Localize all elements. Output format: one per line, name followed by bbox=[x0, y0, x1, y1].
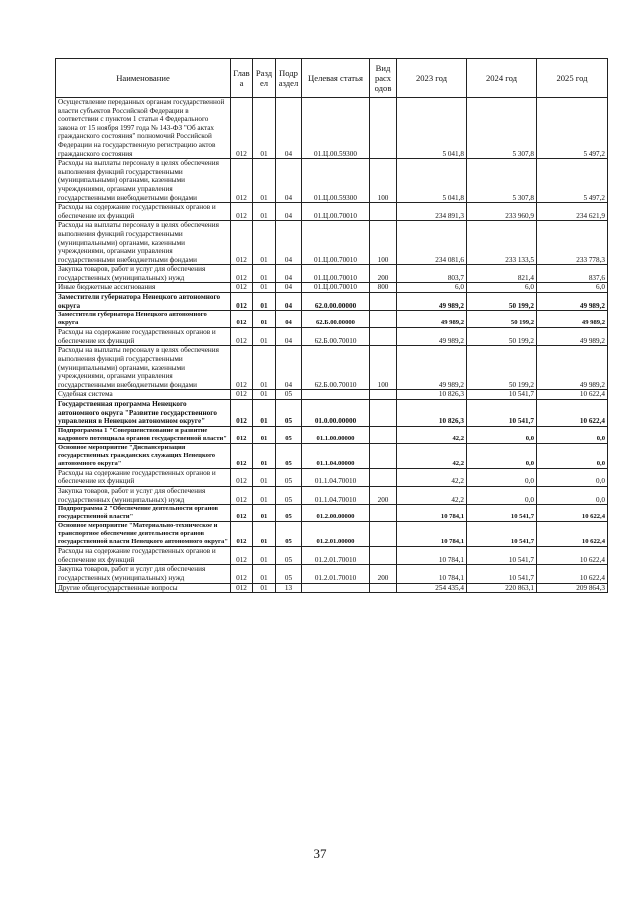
row-2024: 10 541,7 bbox=[467, 522, 537, 547]
row-2024: 50 199,2 bbox=[467, 311, 537, 328]
row-glava: 012 bbox=[231, 400, 253, 427]
row-2023: 42,2 bbox=[397, 443, 467, 468]
row-razdel: 01 bbox=[253, 400, 276, 427]
row-podrazdel: 05 bbox=[276, 400, 302, 427]
row-2024: 6,0 bbox=[467, 283, 537, 293]
row-vid: 100 bbox=[370, 221, 397, 265]
row-glava: 012 bbox=[231, 159, 253, 203]
row-vid bbox=[370, 390, 397, 400]
row-name: Расходы на содержание государственных органов и обеспечение их функций bbox=[56, 328, 231, 346]
row-name: Заместители губернатора Ненецкого автономного округа bbox=[56, 311, 231, 328]
row-podrazdel: 05 bbox=[276, 505, 302, 522]
row-2025: 0,0 bbox=[537, 486, 608, 504]
row-2023: 42,2 bbox=[397, 468, 467, 486]
row-podrazdel: 04 bbox=[276, 265, 302, 283]
row-name: Подпрограмма 1 "Совершенствование и развитие кадрового потенциала органов государственной власти" bbox=[56, 426, 231, 443]
row-statya: 62.Б.00.70010 bbox=[302, 328, 370, 346]
row-name: Расходы на содержание государственных органов и обеспечение их функций bbox=[56, 203, 231, 221]
row-podrazdel: 05 bbox=[276, 443, 302, 468]
table-row bbox=[56, 203, 608, 221]
row-2024: 10 541,7 bbox=[467, 390, 537, 400]
table-row bbox=[56, 311, 608, 328]
row-statya: 01.2.01.70010 bbox=[302, 565, 370, 583]
header-statya: Целевая статья bbox=[302, 59, 370, 98]
row-vid bbox=[370, 468, 397, 486]
row-podrazdel: 05 bbox=[276, 468, 302, 486]
row-glava: 012 bbox=[231, 505, 253, 522]
table-row bbox=[56, 565, 608, 583]
row-glava: 012 bbox=[231, 346, 253, 390]
row-podrazdel: 04 bbox=[276, 328, 302, 346]
table-row bbox=[56, 293, 608, 311]
row-podrazdel: 04 bbox=[276, 311, 302, 328]
row-razdel: 01 bbox=[253, 565, 276, 583]
row-razdel: 01 bbox=[253, 283, 276, 293]
row-2023: 6,0 bbox=[397, 283, 467, 293]
row-2025: 837,6 bbox=[537, 265, 608, 283]
row-2024: 0,0 bbox=[467, 468, 537, 486]
row-2023: 49 989,2 bbox=[397, 328, 467, 346]
header-razdel: Разд ел bbox=[253, 59, 276, 98]
header-2024: 2024 год bbox=[467, 59, 537, 98]
row-razdel: 01 bbox=[253, 468, 276, 486]
table-row bbox=[56, 547, 608, 565]
row-vid: 800 bbox=[370, 283, 397, 293]
row-statya: 01.2.00.00000 bbox=[302, 505, 370, 522]
row-razdel: 01 bbox=[253, 203, 276, 221]
row-statya bbox=[302, 390, 370, 400]
row-razdel: 01 bbox=[253, 505, 276, 522]
header-2023: 2023 год bbox=[397, 59, 467, 98]
row-vid bbox=[370, 98, 397, 159]
row-2025: 209 864,3 bbox=[537, 583, 608, 593]
row-glava: 012 bbox=[231, 565, 253, 583]
row-razdel: 01 bbox=[253, 328, 276, 346]
row-statya: 01.1.04.70010 bbox=[302, 468, 370, 486]
row-name: Другие общегосударственные вопросы bbox=[56, 583, 231, 593]
row-razdel: 01 bbox=[253, 159, 276, 203]
row-statya: 62.Б.00.70010 bbox=[302, 346, 370, 390]
row-vid bbox=[370, 522, 397, 547]
row-2025: 10 622,4 bbox=[537, 390, 608, 400]
row-name: Расходы на выплаты персоналу в целях обеспечения выполнения функций государственными (муниципальными) органами, казенными учреждениями, органами управления государственными внебюджетными фондами bbox=[56, 221, 231, 265]
row-glava: 012 bbox=[231, 203, 253, 221]
row-podrazdel: 04 bbox=[276, 293, 302, 311]
row-vid bbox=[370, 293, 397, 311]
row-vid: 200 bbox=[370, 265, 397, 283]
row-razdel: 01 bbox=[253, 547, 276, 565]
row-2023: 10 826,3 bbox=[397, 400, 467, 427]
table-body bbox=[56, 98, 608, 593]
row-statya: 01.Ц.00.70010 bbox=[302, 221, 370, 265]
row-2025: 233 778,3 bbox=[537, 221, 608, 265]
header-name: Наименование bbox=[56, 59, 231, 98]
row-vid bbox=[370, 443, 397, 468]
row-statya: 62.0.00.00000 bbox=[302, 293, 370, 311]
row-2025: 234 621,9 bbox=[537, 203, 608, 221]
row-2024: 233 960,9 bbox=[467, 203, 537, 221]
row-glava: 012 bbox=[231, 547, 253, 565]
row-2024: 821,4 bbox=[467, 265, 537, 283]
row-vid: 100 bbox=[370, 346, 397, 390]
row-podrazdel: 05 bbox=[276, 547, 302, 565]
table-row bbox=[56, 468, 608, 486]
row-2024: 10 541,7 bbox=[467, 565, 537, 583]
row-2023: 5 041,8 bbox=[397, 159, 467, 203]
row-2023: 49 989,2 bbox=[397, 293, 467, 311]
row-2024: 10 541,7 bbox=[467, 505, 537, 522]
row-2025: 0,0 bbox=[537, 443, 608, 468]
row-vid: 100 bbox=[370, 159, 397, 203]
row-glava: 012 bbox=[231, 328, 253, 346]
row-2025: 10 622,4 bbox=[537, 400, 608, 427]
row-razdel: 01 bbox=[253, 221, 276, 265]
table-row bbox=[56, 426, 608, 443]
row-vid bbox=[370, 203, 397, 221]
row-vid: 200 bbox=[370, 486, 397, 504]
row-podrazdel: 04 bbox=[276, 346, 302, 390]
row-podrazdel: 05 bbox=[276, 390, 302, 400]
row-2024: 50 199,2 bbox=[467, 328, 537, 346]
row-2024: 0,0 bbox=[467, 426, 537, 443]
row-2023: 49 989,2 bbox=[397, 346, 467, 390]
table-row bbox=[56, 159, 608, 203]
row-razdel: 01 bbox=[253, 443, 276, 468]
header-podrazdel: Подр аздел bbox=[276, 59, 302, 98]
row-statya: 01.1.04.70010 bbox=[302, 486, 370, 504]
row-name: Иные бюджетные ассигнования bbox=[56, 283, 231, 293]
row-statya: 01.Ц.00.70010 bbox=[302, 203, 370, 221]
row-2023: 10 826,3 bbox=[397, 390, 467, 400]
table-row bbox=[56, 400, 608, 427]
table-row bbox=[56, 283, 608, 293]
row-2024: 50 199,2 bbox=[467, 346, 537, 390]
row-razdel: 01 bbox=[253, 346, 276, 390]
row-razdel: 01 bbox=[253, 426, 276, 443]
table-row bbox=[56, 522, 608, 547]
row-razdel: 01 bbox=[253, 265, 276, 283]
row-name: Расходы на выплаты персоналу в целях обеспечения выполнения функций государственными (муниципальными) органами, казенными учреждениями, органами управления государственными внебюджетными фондами bbox=[56, 159, 231, 203]
table-header-row bbox=[56, 59, 608, 98]
row-vid bbox=[370, 547, 397, 565]
row-statya: 01.2.01.70010 bbox=[302, 547, 370, 565]
row-2025: 5 497,2 bbox=[537, 98, 608, 159]
row-statya: 01.0.00.00000 bbox=[302, 400, 370, 427]
table-row bbox=[56, 328, 608, 346]
row-2024: 5 307,8 bbox=[467, 98, 537, 159]
row-podrazdel: 04 bbox=[276, 98, 302, 159]
row-glava: 012 bbox=[231, 390, 253, 400]
row-glava: 012 bbox=[231, 522, 253, 547]
row-glava: 012 bbox=[231, 221, 253, 265]
row-vid bbox=[370, 583, 397, 593]
row-2024: 233 133,5 bbox=[467, 221, 537, 265]
row-statya: 62.Б.00.00000 bbox=[302, 311, 370, 328]
row-name: Осуществление переданных органам государственной власти субъектов Российской Федерации в соответствии с пунктом 1 статьи 4 Федерального закона от 15 ноября 1997 года № 143-ФЗ "Об актах гражданского состояния" полномочий Российской Федерации на государственную регистрацию актов гражданского состояния bbox=[56, 98, 231, 159]
row-name: Закупка товаров, работ и услуг для обеспечения государственных (муниципальных) нужд bbox=[56, 565, 231, 583]
table-row bbox=[56, 443, 608, 468]
row-glava: 012 bbox=[231, 426, 253, 443]
row-razdel: 01 bbox=[253, 390, 276, 400]
row-name: Подпрограмма 2 "Обеспечение деятельности органов государственной власти" bbox=[56, 505, 231, 522]
row-2024: 10 541,7 bbox=[467, 547, 537, 565]
row-podrazdel: 05 bbox=[276, 522, 302, 547]
row-glava: 012 bbox=[231, 468, 253, 486]
row-2023: 234 891,3 bbox=[397, 203, 467, 221]
row-2025: 49 989,2 bbox=[537, 328, 608, 346]
row-podrazdel: 04 bbox=[276, 221, 302, 265]
row-statya: 01.1.04.00000 bbox=[302, 443, 370, 468]
row-glava: 012 bbox=[231, 283, 253, 293]
row-name: Основное мероприятие "Диспансеризация государственных гражданских служащих Ненецкого автономного округа" bbox=[56, 443, 231, 468]
row-2025: 49 989,2 bbox=[537, 346, 608, 390]
row-2024: 0,0 bbox=[467, 443, 537, 468]
row-vid bbox=[370, 311, 397, 328]
row-2024: 0,0 bbox=[467, 486, 537, 504]
row-name: Расходы на содержание государственных органов и обеспечение их функций bbox=[56, 547, 231, 565]
row-2023: 42,2 bbox=[397, 426, 467, 443]
table-row bbox=[56, 265, 608, 283]
row-2023: 10 784,1 bbox=[397, 547, 467, 565]
row-glava: 012 bbox=[231, 443, 253, 468]
table-row bbox=[56, 346, 608, 390]
row-glava: 012 bbox=[231, 98, 253, 159]
header-vid: Вид расх одов bbox=[370, 59, 397, 98]
row-2024: 50 199,2 bbox=[467, 293, 537, 311]
row-razdel: 01 bbox=[253, 311, 276, 328]
row-2023: 803,7 bbox=[397, 265, 467, 283]
row-2023: 10 784,1 bbox=[397, 505, 467, 522]
row-glava: 012 bbox=[231, 486, 253, 504]
row-podrazdel: 05 bbox=[276, 486, 302, 504]
row-razdel: 01 bbox=[253, 293, 276, 311]
row-statya: 01.Ц.00.59300 bbox=[302, 159, 370, 203]
row-statya: 01.Ц.00.70010 bbox=[302, 265, 370, 283]
row-podrazdel: 04 bbox=[276, 203, 302, 221]
row-podrazdel: 13 bbox=[276, 583, 302, 593]
table-row bbox=[56, 98, 608, 159]
header-2025: 2025 год bbox=[537, 59, 608, 98]
budget-table bbox=[55, 58, 608, 593]
row-2025: 10 622,4 bbox=[537, 505, 608, 522]
table-row bbox=[56, 583, 608, 593]
row-razdel: 01 bbox=[253, 486, 276, 504]
row-vid bbox=[370, 400, 397, 427]
table-row bbox=[56, 505, 608, 522]
row-name: Расходы на содержание государственных органов и обеспечение их функций bbox=[56, 468, 231, 486]
row-2025: 0,0 bbox=[537, 426, 608, 443]
row-vid bbox=[370, 426, 397, 443]
row-2023: 234 081,6 bbox=[397, 221, 467, 265]
row-2023: 10 784,1 bbox=[397, 522, 467, 547]
table-row bbox=[56, 390, 608, 400]
row-2025: 6,0 bbox=[537, 283, 608, 293]
row-glava: 012 bbox=[231, 265, 253, 283]
row-2023: 10 784,1 bbox=[397, 565, 467, 583]
table-row bbox=[56, 486, 608, 504]
table-row bbox=[56, 221, 608, 265]
row-name: Основное мероприятие "Материально-техническое и транспортное обеспечение деятельности органов государственной власти Ненецкого автономного округа" bbox=[56, 522, 231, 547]
row-name: Закупка товаров, работ и услуг для обеспечения государственных (муниципальных) нужд bbox=[56, 486, 231, 504]
row-2023: 254 435,4 bbox=[397, 583, 467, 593]
row-2025: 0,0 bbox=[537, 468, 608, 486]
row-statya: 01.2.01.00000 bbox=[302, 522, 370, 547]
row-glava: 012 bbox=[231, 583, 253, 593]
row-2024: 10 541,7 bbox=[467, 400, 537, 427]
row-2025: 10 622,4 bbox=[537, 547, 608, 565]
row-podrazdel: 05 bbox=[276, 565, 302, 583]
header-glava: Глав а bbox=[231, 59, 253, 98]
row-statya: 01.Ц.00.59300 bbox=[302, 98, 370, 159]
row-2023: 49 989,2 bbox=[397, 311, 467, 328]
row-name: Заместители губернатора Ненецкого автономного округа bbox=[56, 293, 231, 311]
row-2025: 10 622,4 bbox=[537, 522, 608, 547]
row-vid bbox=[370, 328, 397, 346]
row-2025: 49 989,2 bbox=[537, 293, 608, 311]
row-2025: 49 989,2 bbox=[537, 311, 608, 328]
page-number: 37 bbox=[313, 846, 327, 861]
row-2025: 5 497,2 bbox=[537, 159, 608, 203]
row-vid bbox=[370, 505, 397, 522]
row-2024: 220 863,1 bbox=[467, 583, 537, 593]
row-statya: 01.1.00.00000 bbox=[302, 426, 370, 443]
row-2023: 5 041,8 bbox=[397, 98, 467, 159]
row-glava: 012 bbox=[231, 311, 253, 328]
row-name: Закупка товаров, работ и услуг для обеспечения государственных (муниципальных) нужд bbox=[56, 265, 231, 283]
row-name: Расходы на выплаты персоналу в целях обеспечения выполнения функций государственными (муниципальными) органами, казенными учреждениями, органами управления государственными внебюджетными фондами bbox=[56, 346, 231, 390]
row-podrazdel: 04 bbox=[276, 159, 302, 203]
row-podrazdel: 04 bbox=[276, 283, 302, 293]
row-razdel: 01 bbox=[253, 98, 276, 159]
row-statya: 01.Ц.00.70010 bbox=[302, 283, 370, 293]
row-vid: 200 bbox=[370, 565, 397, 583]
row-name: Судебная система bbox=[56, 390, 231, 400]
row-podrazdel: 05 bbox=[276, 426, 302, 443]
row-name: Государственная программа Ненецкого автономного округа "Развитие государственного управления в Ненецком автономном округе" bbox=[56, 400, 231, 427]
row-razdel: 01 bbox=[253, 522, 276, 547]
row-2023: 42,2 bbox=[397, 486, 467, 504]
row-razdel: 01 bbox=[253, 583, 276, 593]
row-2024: 5 307,8 bbox=[467, 159, 537, 203]
row-glava: 012 bbox=[231, 293, 253, 311]
row-statya bbox=[302, 583, 370, 593]
row-2025: 10 622,4 bbox=[537, 565, 608, 583]
